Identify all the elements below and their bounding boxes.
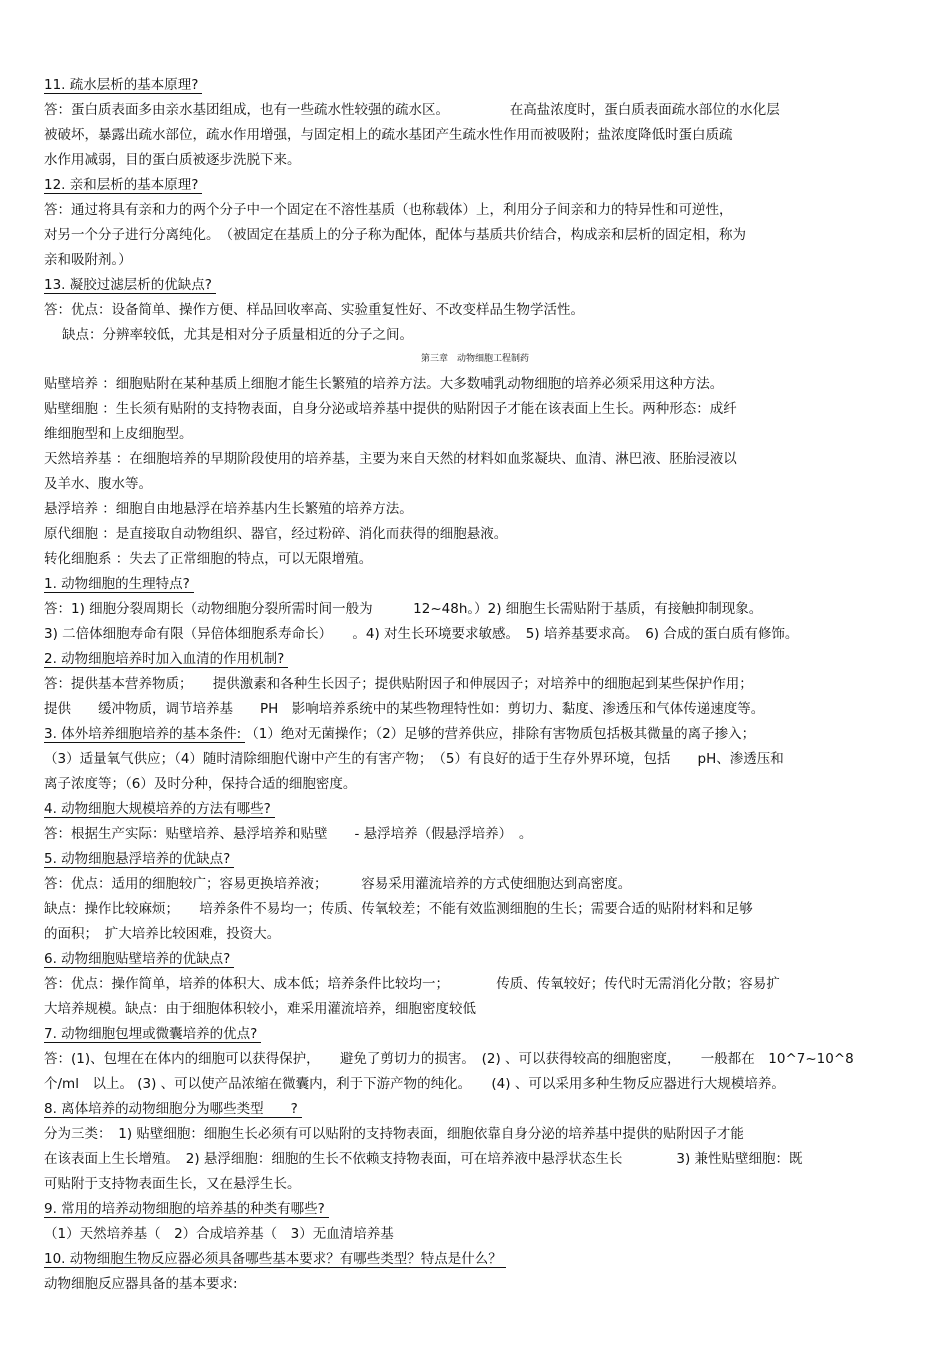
answer-line: 答：根据生产实际：贴壁培养、悬浮培养和贴壁 - 悬浮培养（假悬浮培养） 。 [44, 826, 533, 842]
answer-line: 答：1) 细胞分裂周期长（动物细胞分裂所需时间一般为 12~48h。）2) 细胞生长需贴附于基质，有接触抑制现象。 [44, 601, 763, 617]
question-heading-9: 9. 常用的培养动物细胞的培养基的种类有哪些? [44, 1200, 329, 1218]
answer-line: 个/ml 以上。 (3) 、可以使产品浓缩在微囊内，利于下游产物的纯化。 (4) 、可以采用多种生物反应器进行大规模培养。 [44, 1076, 785, 1092]
answer-line: 答：优点：适用的细胞较广；容易更换培养液； 容易采用灌流培养的方式使细胞达到高密度。 [44, 876, 632, 892]
question-heading-12: 12. 亲和层析的基本原理? [44, 176, 202, 194]
question-heading-5: 5. 动物细胞悬浮培养的优缺点? [44, 850, 234, 868]
definition-line: 贴壁培养 ：细胞贴附在某种基质上细胞才能生长繁殖的培养方法。大多数哺乳动物细胞的培养必须采用这种方法。 [44, 376, 724, 392]
answer-line: 答：优点：设备简单、操作方便、样品回收率高、实验重复性好、不改变样品生物学活性。 [44, 302, 584, 318]
answer-line: （3）适量氧气供应；（4）随时清除细胞代谢中产生的有害产物； （5）有良好的适于生存外界环境，包括 pH、渗透压和 [44, 751, 784, 767]
question-heading-11: 11. 疏水层析的基本原理? [44, 76, 202, 94]
answer-line: 的面积； 扩大培养比较困难，投资大。 [44, 926, 281, 942]
answer-line: 在该表面上生长增殖。 2) 悬浮细胞：细胞的生长不依赖支持物表面，可在培养液中悬浮状态生长 3) 兼性贴壁细胞：既 [44, 1151, 803, 1167]
question-heading-10: 10. 动物细胞生物反应器必须具备哪些基本要求？有哪些类型？特点是什么？ [44, 1250, 506, 1268]
answer-line: 被破坏，暴露出疏水部位，疏水作用增强，与固定相上的疏水基团产生疏水性作用而被吸附；盐浓度降低时蛋白质疏 [44, 127, 733, 143]
answer-inline: （1）绝对无菌操作；（2）足够的营养供应，排除有害物质包括极其微量的离子掺入； [245, 726, 756, 742]
question-heading-8: 8. 离体培养的动物细胞分为哪些类型 ? [44, 1100, 302, 1118]
chapter-title: 第三章 动物细胞工程制药 [420, 354, 529, 364]
definition-line: 维细胞型和上皮细胞型。 [44, 426, 193, 442]
definition-line: 及羊水、腹水等。 [44, 476, 152, 492]
answer-line: 答：(1)、包埋在在体内的细胞可以获得保护， 避免了剪切力的损害。 (2) 、可以获得较高的细胞密度， 一般都在 10^7~10^8 [44, 1051, 854, 1067]
definition-line: 原代细胞 ：是直接取自动物组织、器官，经过粉碎、消化而获得的细胞悬液。 [44, 526, 508, 542]
answer-line: 动物细胞反应器具备的基本要求: [44, 1276, 238, 1292]
answer-line: 亲和吸附剂。） [44, 252, 132, 268]
answer-line: 答：优点：操作简单，培养的体积大、成本低；培养条件比较均一； 传质、传氧较好；传代时无需消化分散；容易扩 [44, 976, 780, 992]
answer-line: 提供 缓冲物质，调节培养基 PH 影响培养系统中的某些物理特性如：剪切力、黏度、渗透压和气体传递速度等。 [44, 701, 765, 717]
question-heading-4: 4. 动物细胞大规模培养的方法有哪些? [44, 800, 275, 818]
answer-line: 水作用减弱，目的蛋白质被逐步洗脱下来。 [44, 152, 301, 168]
answer-line: 离子浓度等；（6）及时分种，保持合适的细胞密度。 [44, 776, 357, 792]
question-heading-3: 3. 体外培养细胞培养的基本条件: （1）绝对无菌操作；（2）足够的营养供应，排除有害物质包括极其微量的离子掺入； [44, 726, 756, 742]
answer-line: 对另一个分子进行分离纯化。 （被固定在基质上的分子称为配体，配体与基质共价结合，构成亲和层析的固定相，称为 [44, 227, 746, 243]
question-heading-13: 13. 凝胶过滤层析的优缺点? [44, 276, 216, 294]
answer-line: 缺点：操作比较麻烦； 培养条件不易均一；传质、传氧较差；不能有效监测细胞的生长；需要合适的贴附材料和足够 [44, 901, 753, 917]
definition-line: 贴壁细胞 ：生长须有贴附的支持物表面，自身分泌或培养基中提供的贴附因子才能在该表面上生长。两种形态：成纤 [44, 401, 737, 417]
answer-line: 答：提供基本营养物质； 提供激素和各种生长因子；提供贴附因子和伸展因子；对培养中的细胞起到某些保护作用； [44, 676, 753, 692]
answer-line: 大培养规模。缺点：由于细胞体积较小，难采用灌流培养，细胞密度较低 [44, 1001, 476, 1017]
answer-line: 答：通过将具有亲和力的两个分子中一个固定在不溶性基质（也称载体）上，利用分子间亲和力的特异性和可逆性， [44, 202, 733, 218]
answer-line: 答：蛋白质表面多由亲水基团组成，也有一些疏水性较强的疏水区。 在高盐浓度时，蛋白质表面疏水部位的水化层 [44, 102, 780, 118]
definition-line: 转化细胞系 ：失去了正常细胞的特点，可以无限增殖。 [44, 551, 373, 567]
definition-line: 天然培养基 ：在细胞培养的早期阶段使用的培养基，主要为来自天然的材料如血浆凝块、血清、淋巴液、胚胎浸液以 [44, 451, 737, 467]
answer-line: 可贴附于支持物表面生长，又在悬浮生长。 [44, 1176, 301, 1192]
answer-line: （1）天然培养基（ 2）合成培养基（ 3）无血清培养基 [44, 1226, 394, 1242]
answer-line: 分为三类： 1) 贴壁细胞：细胞生长必须有可以贴附的支持物表面，细胞依靠自身分泌的培养基中提供的贴附因子才能 [44, 1126, 744, 1142]
definition-line: 悬浮培养 ：细胞自由地悬浮在培养基内生长繁殖的培养方法。 [44, 501, 413, 517]
question-heading-6: 6. 动物细胞贴壁培养的优缺点? [44, 950, 234, 968]
answer-line: 缺点：分辨率较低，尤其是相对分子质量相近的分子之间。 [62, 327, 413, 343]
answer-line: 3) 二倍体细胞寿命有限（异倍体细胞系寿命长） 。4) 对生长环境要求敏感。 5) 培养基要求高。 6) 合成的蛋白质有修饰。 [44, 626, 799, 642]
question-heading-1: 1. 动物细胞的生理特点? [44, 575, 194, 593]
question-heading-2: 2. 动物细胞培养时加入血清的作用机制? [44, 650, 288, 668]
question-heading-7: 7. 动物细胞包埋或微囊培养的优点? [44, 1025, 261, 1043]
